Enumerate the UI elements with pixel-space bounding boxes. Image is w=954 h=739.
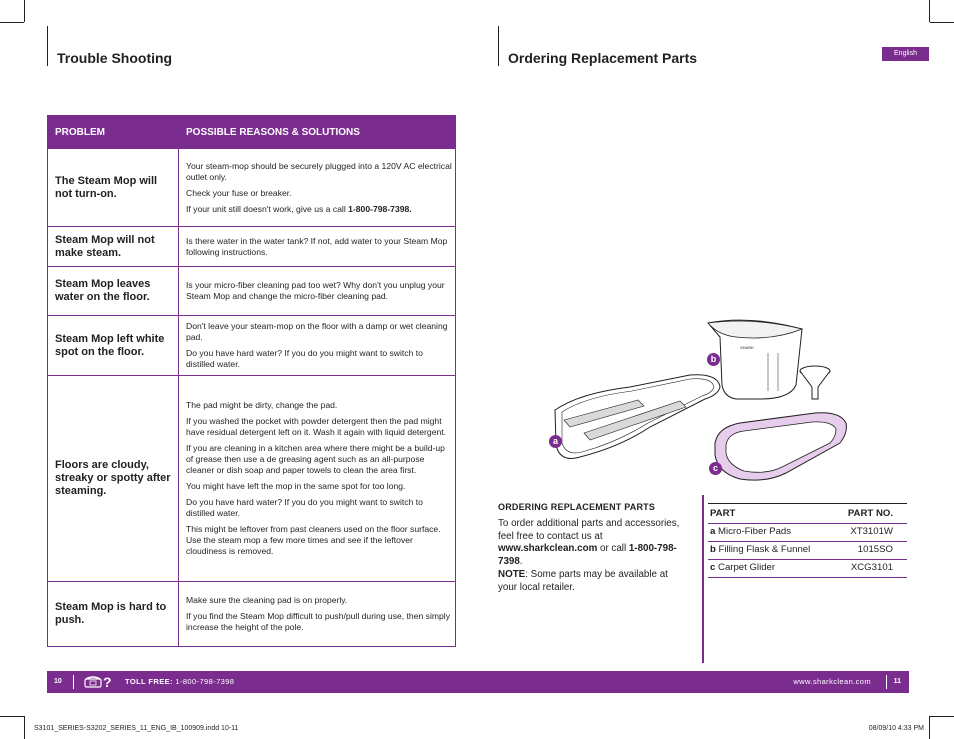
- table-row: [708, 541, 907, 559]
- carpet-glider-drawing: [715, 413, 846, 480]
- part-name: [710, 559, 775, 577]
- part-name-text: Micro-Fiber Pads: [715, 526, 792, 537]
- solutions-text: [186, 582, 452, 646]
- label-badge-a: a: [549, 435, 562, 448]
- table-header: [48, 116, 455, 148]
- troubleshooting-table: [47, 115, 456, 647]
- problem-text: Steam Mop left white spot on the floor.: [55, 332, 165, 358]
- table-rule: [708, 503, 907, 504]
- micro-fiber-pad-drawing: [555, 375, 720, 459]
- ordering-text-1: To order additional parts and accessories, feel free to contact us at: [498, 518, 680, 542]
- ordering-text-2: or call: [597, 543, 629, 555]
- label-badge-c: c: [709, 462, 722, 475]
- part-letter: a: [710, 526, 716, 537]
- part-name-text: Filling Flask & Funnel: [715, 544, 811, 555]
- footer-separator: [73, 675, 74, 689]
- footer-bar: [47, 671, 909, 693]
- table-row: [48, 226, 455, 266]
- crop-mark: [0, 22, 24, 23]
- note-label: NOTE: [498, 568, 526, 580]
- crop-mark: [929, 716, 930, 739]
- solution-line: Is your micro-fiber cleaning pad too wet? Why don't you unplug your Steam Mop and change the micro-fiber cleaning pad.: [186, 280, 445, 301]
- solution-line: If you find the Steam Mop difficult to push/pull during use, then simply increase the height of the pole.: [186, 611, 451, 632]
- part-number: 1015SO: [857, 544, 893, 555]
- page-number-right: 11: [893, 678, 901, 685]
- funnel-drawing: [800, 366, 830, 399]
- table-row: [48, 148, 455, 226]
- solution-line: The pad might be dirty, change the pad.: [186, 400, 338, 410]
- telephone-icon: [84, 676, 102, 688]
- part-name-text: Carpet Glider: [715, 562, 776, 573]
- problem-text: Steam Mop leaves water on the floor.: [55, 278, 151, 303]
- problem-text: Floors are cloudy, streaky or spotty after steaming.: [55, 459, 171, 497]
- crop-mark: [0, 716, 24, 717]
- table-row: [48, 375, 455, 581]
- solution-line: Don't leave your steam-mop on the floor with a damp or wet cleaning pad.: [186, 321, 448, 342]
- solution-line: If you washed the pocket with powder detergent then the pad might have residual detergent left on it. Wash it again with liquid detergent.: [186, 416, 447, 437]
- solution-line: Is there water in the water tank? If not, add water to your Steam Mop following instructions.: [186, 235, 448, 257]
- crop-mark: [24, 716, 25, 739]
- solutions-text: [186, 376, 452, 581]
- part-no-column-header: PART NO.: [847, 508, 893, 519]
- part-number: XT3101W: [850, 526, 893, 537]
- solution-line: If you are cleaning in a kitchen area where there might be a build-up of grease then use a de greasing agent such as an all-purpose cleaner or dish soap and paper towels to clean the area first.: [186, 443, 445, 475]
- file-slug: S3101_SERIES-S3202_SERIES_11_ENG_IB_100909.indd 10-11: [34, 725, 239, 732]
- ordering-text: [498, 518, 688, 594]
- problem-column-header: PROBLEM: [55, 127, 105, 138]
- part-letter: b: [710, 544, 716, 555]
- part-letter: c: [710, 562, 716, 573]
- solution-line: This might be leftover from past cleaners used on the floor surface. Use the steam mop a few more times and see if the leftover cloudiness is removed.: [186, 524, 441, 556]
- solution-line: Make sure the cleaning pad is on properly.: [186, 595, 348, 605]
- problem-text: The Steam Mop will not turn-on.: [55, 174, 158, 200]
- problem-text: Steam Mop is hard to push.: [55, 601, 167, 626]
- parts-illustration: [540, 315, 910, 485]
- toll-free-number: 1-800-798-7398: [172, 677, 235, 686]
- solution-line: Check your fuse or breaker.: [186, 187, 292, 198]
- part-name: [710, 523, 791, 541]
- label-badge-b: b: [707, 353, 720, 366]
- parts-header: [708, 505, 907, 523]
- solutions-text: [186, 149, 452, 226]
- footer-separator: [886, 675, 887, 689]
- trouble-shooting-title: Trouble Shooting: [57, 50, 173, 66]
- crop-mark: [930, 22, 954, 23]
- parts-vertical-rule: [702, 495, 704, 663]
- table-rule: [708, 577, 907, 578]
- help-question-mark: ?: [103, 674, 112, 690]
- ordering-parts-title: Ordering Replacement Parts: [508, 50, 698, 66]
- ordering-text-3: .: [519, 556, 523, 568]
- table-row: [48, 581, 455, 646]
- part-number: XCG3101: [850, 562, 893, 573]
- toll-free-label: TOLL FREE:: [125, 677, 173, 686]
- table-row: [708, 559, 907, 577]
- solution-line: Your steam-mop should be securely plugged into a 120V AC electrical outlet only.: [186, 160, 452, 182]
- solutions-text: [186, 227, 452, 266]
- crop-mark: [24, 0, 25, 22]
- title-rule: [498, 26, 499, 66]
- support-phone: 1-800-798-7398.: [348, 203, 412, 214]
- title-rule: [47, 26, 48, 66]
- solution-line: You might have left the mop in the same spot for too long.: [186, 481, 406, 491]
- table-row: [708, 523, 907, 541]
- website-link[interactable]: www.sharkclean.com: [498, 543, 598, 555]
- problem-text: Steam Mop will not make steam.: [55, 233, 155, 259]
- phone-number: 1-800-798-7398: [498, 543, 677, 568]
- solution-text: If your unit still doesn't work, give us a call: [186, 203, 349, 214]
- solution-line: Do you have hard water? If you do you might want to switch to distilled water.: [186, 497, 423, 518]
- solution-line: [186, 204, 452, 215]
- part-name: [710, 541, 810, 559]
- language-tab[interactable]: English: [882, 47, 929, 61]
- table-row: [48, 266, 455, 315]
- solutions-text: [186, 316, 452, 375]
- flask-brand-label: SHARK: [740, 345, 754, 350]
- toll-free-text: [125, 671, 234, 693]
- crop-mark: [930, 716, 954, 717]
- print-date: 08/09/10 4:33 PM: [868, 725, 924, 732]
- solution-line: Do you have hard water? If you do you might want to switch to distilled water.: [186, 348, 423, 369]
- note-text: : Some parts may be available at your local retailer.: [498, 568, 668, 593]
- table-row: [48, 315, 455, 375]
- footer-website[interactable]: www.sharkclean.com: [793, 677, 871, 686]
- filling-flask-drawing: [708, 320, 802, 399]
- crop-mark: [929, 0, 930, 22]
- part-column-header: PART: [710, 508, 736, 519]
- ordering-heading: ORDERING REPLACEMENT PARTS: [498, 502, 656, 512]
- solutions-text: [186, 267, 452, 315]
- page-number-left: 10: [54, 678, 62, 685]
- solutions-column-header: POSSIBLE REASONS & SOLUTIONS: [186, 127, 360, 138]
